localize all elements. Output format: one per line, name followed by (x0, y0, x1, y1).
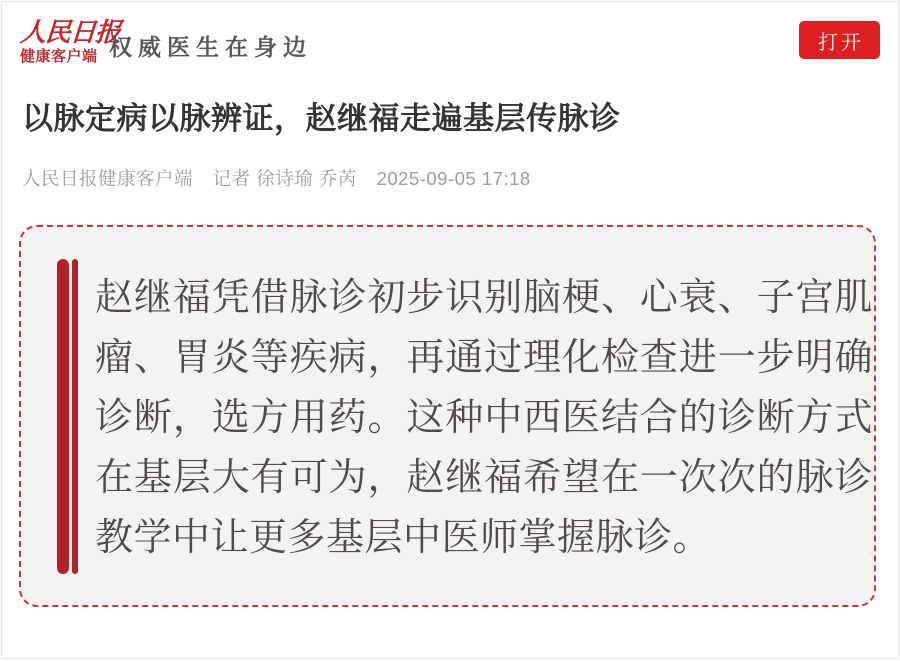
logo-masthead-text: 人民日报 (18, 18, 122, 48)
quote-mark-icon (57, 259, 78, 574)
open-app-button[interactable]: 打开 (799, 21, 880, 59)
quote-bar-thin (72, 259, 78, 574)
article-byline (22, 165, 882, 191)
banner-tagline: 权威医生在身边 (109, 35, 312, 60)
peoples-daily-logo[interactable] (18, 18, 122, 65)
quote-bar-thick (57, 259, 69, 574)
article-page (1, 1, 899, 659)
article-title: 以脉定病以脉辨证，赵继福走遍基层传脉诊 (22, 101, 621, 136)
byline-datetime: 2025-09-05 17:18 (376, 168, 531, 189)
byline-source: 人民日报健康客户端 (22, 168, 194, 189)
byline-reporters: 记者 徐诗瑜 乔芮 (212, 168, 357, 189)
summary-quote-card (19, 225, 876, 607)
logo-subtitle-text: 健康客户端 (20, 47, 98, 65)
summary-paragraph: 赵继福凭借脉诊初步识别脑梗、心衰、子宫肌瘤、胃炎等疾病，再通过理化检查进一步明确诊断，选方用药。这种中西医结合的诊断方式在基层大有可为，赵继福希望在一次次的脉诊教学中让更多基层中医师掌握脉诊。 (95, 277, 873, 559)
app-banner (2, 2, 898, 82)
